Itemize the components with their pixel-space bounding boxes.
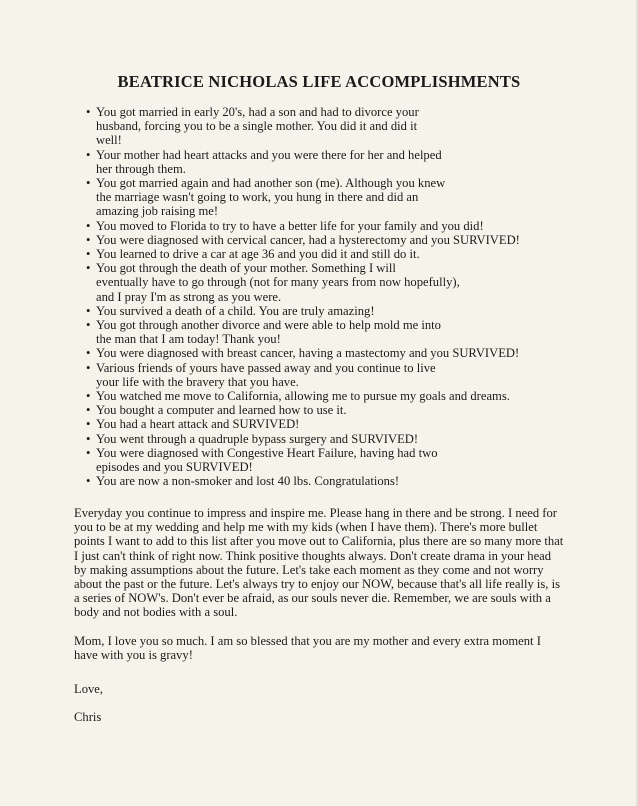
list-item-text: You got married in early 20's, had a son and had to divorce your husband, forcing you to be a single mother. You did it and did it well! xyxy=(96,105,419,148)
bullet-icon: • xyxy=(86,261,91,276)
list-item xyxy=(86,148,556,176)
bullet-icon: • xyxy=(86,232,91,247)
bullet-icon: • xyxy=(86,474,91,489)
list-item-text: You watched me move to California, allowing me to pursue my goals and dreams. xyxy=(96,389,510,404)
bullet-icon: • xyxy=(86,431,91,446)
list-item xyxy=(86,403,556,417)
list-item-text: You got married again and had another son (me). Although you knew the marriage wasn't going to work, you hung in there and did an amazing job raising me! xyxy=(96,176,446,219)
document-title: BEATRICE NICHOLAS LIFE ACCOMPLISHMENTS xyxy=(117,72,521,91)
bullet-icon: • xyxy=(86,218,91,233)
bullet-icon: • xyxy=(86,247,91,262)
list-item xyxy=(86,176,556,219)
list-item-text: You got through the death of your mother. Something I will eventually have to go through (not for many years from now hopefully), and I pray I'm as strong as you were. xyxy=(96,261,460,304)
bullet-icon: • xyxy=(86,303,91,318)
list-item-text: You moved to Florida to try to have a better life for your family and you did! xyxy=(96,218,484,233)
list-item-text: Your mother had heart attacks and you were there for her and helped her through them. xyxy=(96,147,442,176)
list-item-text: You had a heart attack and SURVIVED! xyxy=(96,417,300,432)
bullet-icon: • xyxy=(86,176,91,191)
list-item xyxy=(86,446,556,474)
closing-salutation: Love, xyxy=(74,682,104,696)
bullet-icon: • xyxy=(86,417,91,432)
list-item xyxy=(86,346,556,360)
list-item xyxy=(86,247,556,261)
list-item-text: You went through a quadruple bypass surgery and SURVIVED! xyxy=(96,431,419,446)
list-item xyxy=(86,304,556,318)
bullet-icon: • xyxy=(86,403,91,418)
body-paragraph: Mom, I love you so much. I am so blessed that you are my mother and every extra moment I have with you is gravy! xyxy=(74,634,541,663)
list-item-text: You learned to drive a car at age 36 and you did it and still do it. xyxy=(96,247,420,262)
bullet-icon: • xyxy=(86,147,91,162)
list-item xyxy=(86,318,556,346)
signature-name: Chris xyxy=(74,710,102,724)
bullet-icon: • xyxy=(86,445,91,460)
list-item-text: You were diagnosed with Congestive Heart Failure, having had two episodes and you SURVIVED! xyxy=(96,445,438,475)
list-item xyxy=(86,105,556,148)
bullet-icon: • xyxy=(86,105,91,119)
list-item-text: You were diagnosed with breast cancer, having a mastectomy and you SURVIVED! xyxy=(96,346,520,361)
accomplishments-list xyxy=(86,105,556,488)
list-item xyxy=(86,389,556,403)
bullet-icon: • xyxy=(86,318,91,333)
list-item-text: You bought a computer and learned how to use it. xyxy=(96,403,347,418)
list-item-text: You were diagnosed with cervical cancer, had a hysterectomy and you SURVIVED! xyxy=(96,232,520,247)
list-item xyxy=(86,233,556,247)
bullet-icon: • xyxy=(86,346,91,361)
list-item xyxy=(86,261,556,304)
list-item xyxy=(86,361,556,389)
list-item xyxy=(86,432,556,446)
bullet-icon: • xyxy=(86,389,91,404)
list-item xyxy=(86,417,556,431)
list-item xyxy=(86,474,556,488)
list-item-text: You got through another divorce and were able to help mold me into the man that I am today! Thank you! xyxy=(96,318,441,347)
list-item-text: You survived a death of a child. You are truly amazing! xyxy=(96,303,375,318)
bullet-icon: • xyxy=(86,360,91,375)
body-paragraph: Everyday you continue to impress and inspire me. Please hang in there and be strong. I need for you to be at my wedding and help me with my kids (when I have them). There's more bullet points I want to add to this list after you move out to California, plus there are so many more that I just can't think of right now. Think positive thoughts always. Don't create drama in your head by making assumptions about the future. Let's take each moment as they come and not worry about the past or the future. Let's always try to enjoy our NOW, because that's all life really is, is a series of NOW's. Don't ever be afraid, as our souls never die. Remember, we are souls with a body and not bodies with a soul. xyxy=(74,506,564,620)
list-item-text: You are now a non-smoker and lost 40 lbs. Congratulations! xyxy=(96,474,400,489)
list-item xyxy=(86,219,556,233)
list-item-text: Various friends of yours have passed away and you continue to live your life with the bravery that you have. xyxy=(96,360,436,389)
